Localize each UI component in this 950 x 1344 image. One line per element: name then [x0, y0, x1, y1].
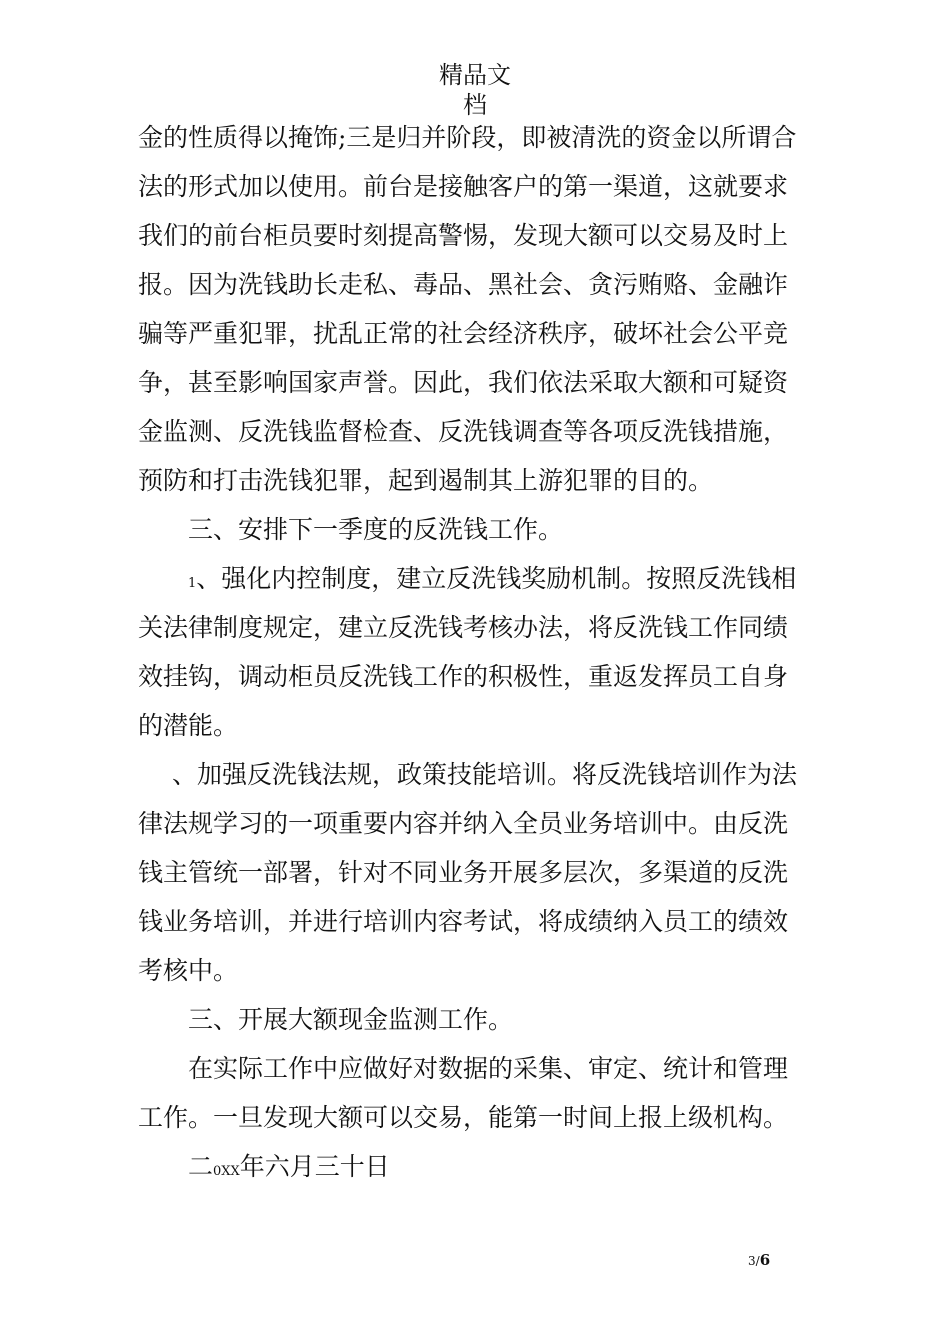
body-line: 工作。一旦发现大额可以交易，能第一时间上报上级机构。: [138, 1103, 789, 1132]
page-current: 3/: [748, 1254, 760, 1268]
item-1-text: 、强化内控制度，建立反洗钱奖励机制。按照反洗钱相: [196, 564, 797, 593]
page-total: 6: [759, 1251, 771, 1269]
document-date: [138, 1142, 828, 1191]
item-1-first-line: [138, 554, 828, 603]
body-line: 关法律制度规定，建立反洗钱考核办法，将反洗钱工作同绩: [138, 613, 789, 642]
body-line: 钱主管统一部署，针对不同业务开展多层次，多渠道的反洗: [138, 858, 789, 887]
header-line-2: 档: [463, 91, 487, 119]
body-line: 效挂钩，调动柜员反洗钱工作的积极性，重返发挥员工自身: [138, 662, 789, 691]
body-line: 的潜能。: [138, 711, 239, 740]
body-line: 钱业务培训，并进行培训内容考试，将成绩纳入员工的绩效: [138, 907, 789, 936]
section-heading: 三、安排下一季度的反洗钱工作。: [188, 515, 564, 544]
page-number: [748, 1251, 770, 1269]
date-prefix: 二: [188, 1152, 214, 1181]
body-line: 骗等严重犯罪，扰乱正常的社会经济秩序，破坏社会公平竞: [138, 319, 789, 348]
body-line: 预防和打击洗钱犯罪，起到遏制其上游犯罪的目的。: [138, 466, 714, 495]
date-suffix: 年六月三十日: [239, 1152, 390, 1181]
item-1-number: 1: [188, 576, 197, 591]
body-line: 法的形式加以使用。前台是接触客户的第一渠道，这就要求: [138, 172, 789, 201]
section-heading: 三、开展大额现金监测工作。: [188, 1005, 514, 1034]
date-code: 0XX: [213, 1164, 240, 1179]
body-line: 我们的前台柜员要时刻提高警惕，发现大额可以交易及时上: [138, 221, 789, 250]
page-header: [0, 60, 950, 120]
body-line: 考核中。: [138, 956, 239, 985]
body-line: 在实际工作中应做好对数据的采集、审定、统计和管理: [188, 1054, 789, 1083]
body-line: 金监测、反洗钱监督检查、反洗钱调查等各项反洗钱措施，: [138, 417, 789, 446]
body-line: 争，甚至影响国家声誉。因此，我们依法采取大额和可疑资: [138, 368, 789, 397]
body-line: 金的性质得以掩饰;三是归并阶段，即被清洗的资金以所谓合: [138, 123, 797, 152]
document-body: [138, 113, 828, 1191]
item-2-first-line: 、加强反洗钱法规，政策技能培训。将反洗钱培训作为法: [172, 760, 798, 789]
body-line: 报。因为洗钱助长走私、毒品、黑社会、贪污贿赂、金融诈: [138, 270, 789, 299]
body-line: 律法规学习的一项重要内容并纳入全员业务培训中。由反洗: [138, 809, 789, 838]
header-line-1: 精品文: [439, 61, 511, 89]
